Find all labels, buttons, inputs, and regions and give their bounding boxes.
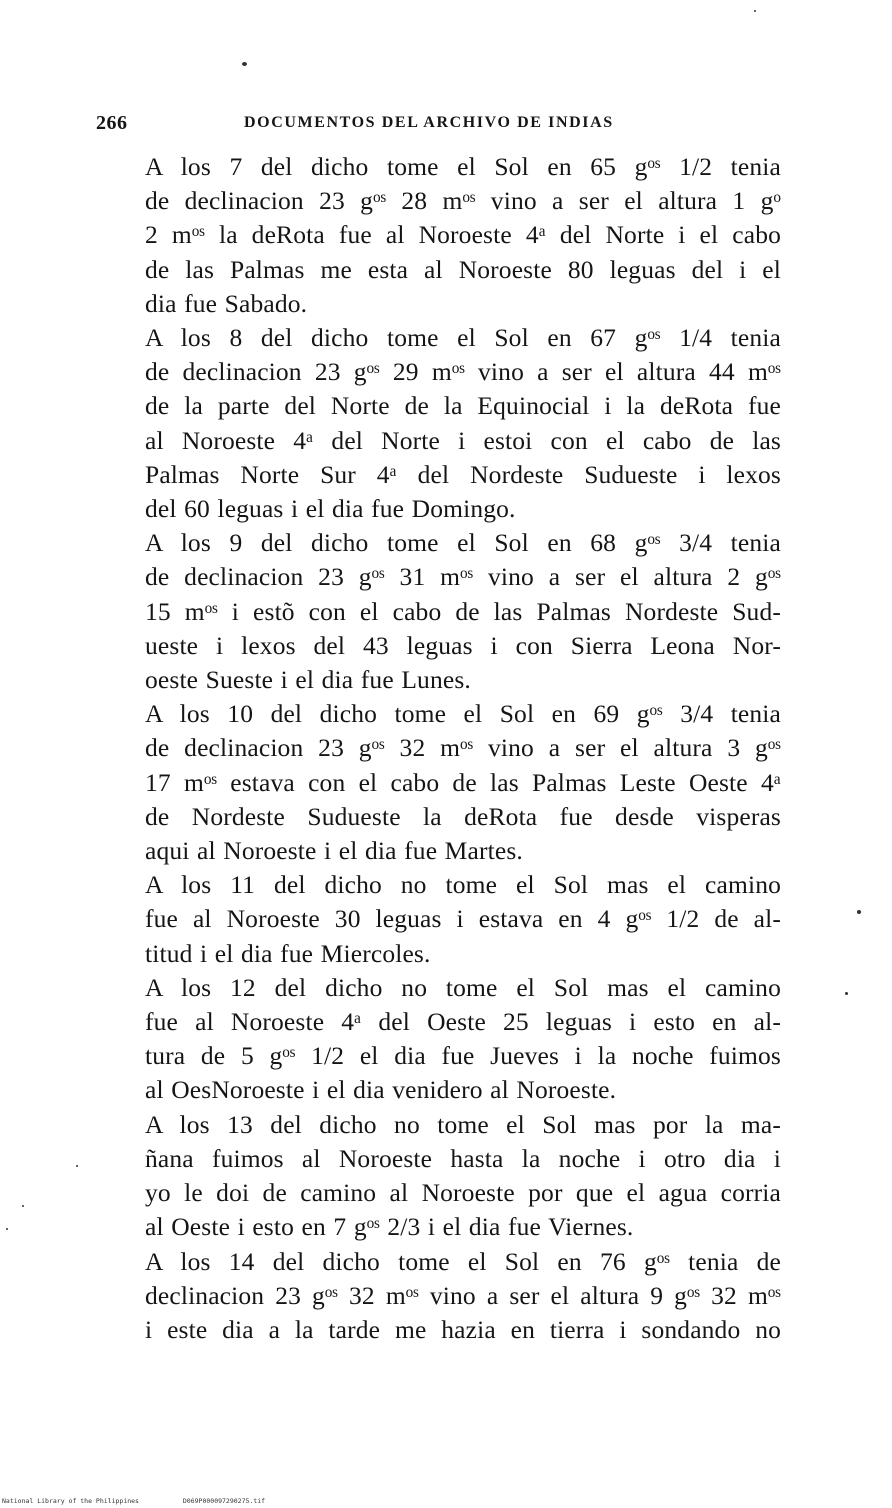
text-line: de Nordeste Sudueste la deRota fue desde visperas (145, 801, 781, 831)
text-line: fue al Noroeste 30 leguas i estava en 4 gᵒˢ 1/2 de al- (145, 904, 781, 934)
running-head: DOCUMENTOS DEL ARCHIVO DE INDIAS (244, 114, 614, 131)
text-line: de la parte del Norte de la Equinocial i la deRota fue (145, 391, 781, 421)
text-line: ñana fuimos al Noroeste hasta la noche i otro dia i (145, 1143, 781, 1173)
paragraph (103, 150, 781, 321)
text-line: 2 mᵒˢ la deRota fue al Noroeste 4ᵃ del Norte i el cabo (145, 220, 781, 250)
page-header (96, 112, 782, 142)
text-line: aqui al Noroeste i el dia fue Martes. (145, 836, 523, 866)
text-line: de declinacion 23 gᵒˢ 28 mᵒˢ vino a ser el altura 1 gᵒ (145, 186, 781, 216)
text-line: dia fue Sabado. (145, 288, 308, 318)
text-line: ueste i lexos del 43 leguas i con Sierra Leona Nor- (145, 630, 781, 660)
ink-speck (242, 62, 247, 66)
text-line: titud i el dia fue Miercoles. (145, 938, 431, 968)
paragraph (103, 971, 781, 1108)
text-line: i este dia a la tarde me hazia en tierra i sondando no (145, 1314, 781, 1344)
paragraph (103, 697, 781, 868)
text-line: A los 10 del dicho tome el Sol en 69 gᵒˢ 3/4 tenia (145, 699, 781, 729)
text-line: A los 9 del dicho tome el Sol en 68 gᵒˢ 3/4 tenia (145, 528, 781, 558)
ink-speck (76, 1165, 78, 1167)
paragraph (103, 1108, 781, 1245)
paragraph (103, 321, 781, 526)
text-line: 15 mᵒˢ i estõ con el cabo de las Palmas Nordeste Sud- (145, 596, 781, 626)
text-line: yo le doi de camino al Noroeste por que el agua corria (145, 1178, 781, 1208)
text-line: de declinacion 23 gᵒˢ 31 mᵒˢ vino a ser el altura 2 gᵒˢ (145, 562, 781, 592)
library-credit: National Library of the Philippines (2, 1497, 139, 1505)
text-line: A los 14 del dicho tome el Sol en 76 gᵒˢ tenia de (145, 1246, 781, 1276)
text-line: al Noroeste 4ᵃ del Norte i estoi con el cabo de las (145, 425, 781, 455)
text-line: del 60 leguas i el dia fue Domingo. (145, 494, 516, 524)
text-line: de las Palmas me esta al Noroeste 80 leguas del i el (145, 254, 781, 284)
text-line: de declinacion 23 gᵒˢ 29 mᵒˢ vino a ser el altura 44 mᵒˢ (145, 357, 781, 387)
ink-speck (22, 1205, 24, 1207)
text-line: de declinacion 23 gᵒˢ 32 mᵒˢ vino a ser el altura 3 gᵒˢ (145, 733, 781, 763)
paragraph (103, 1245, 781, 1348)
text-line: A los 7 del dicho tome el Sol en 65 gᵒˢ 1/2 tenia (145, 152, 781, 181)
text-line: tura de 5 gᵒˢ 1/2 el dia fue Jueves i la noche fuimos (145, 1041, 781, 1071)
text-line: al Oeste i esto en 7 gᵒˢ 2/3 i el dia fue Viernes. (145, 1212, 634, 1242)
ink-speck (6, 1228, 8, 1230)
text-line: A los 11 del dicho no tome el Sol mas el camino (145, 870, 781, 900)
ink-speck (754, 10, 756, 12)
paragraph (103, 868, 781, 971)
ink-speck (857, 910, 861, 914)
text-line: A los 13 del dicho no tome el Sol mas por la ma- (145, 1109, 781, 1139)
text-line: 17 mᵒˢ estava con el cabo de las Palmas Leste Oeste 4ᵃ (145, 767, 781, 797)
body-text (103, 150, 781, 1347)
text-line: A los 12 del dicho no tome el Sol mas el camino (145, 972, 781, 1002)
text-line: oeste Sueste i el dia fue Lunes. (145, 665, 471, 695)
text-line: fue al Noroeste 4ᵃ del Oeste 25 leguas i esto en al- (145, 1007, 781, 1037)
page-number: 266 (96, 112, 128, 134)
text-line: A los 8 del dicho tome el Sol en 67 gᵒˢ 1/4 tenia (145, 323, 781, 353)
scan-footer (2, 1497, 305, 1505)
ink-speck (845, 992, 848, 995)
text-line: Palmas Norte Sur 4ᵃ del Nordeste Sudueste i lexos (145, 459, 781, 489)
text-line: declinacion 23 gᵒˢ 32 mᵒˢ vino a ser el altura 9 gᵒˢ 32 mᵒˢ (145, 1280, 781, 1310)
scan-filename: D069P000097290275.tif (182, 1497, 266, 1505)
paragraph (103, 526, 781, 697)
text-line: al OesNoroeste i el dia venidero al Noroeste. (145, 1075, 617, 1105)
